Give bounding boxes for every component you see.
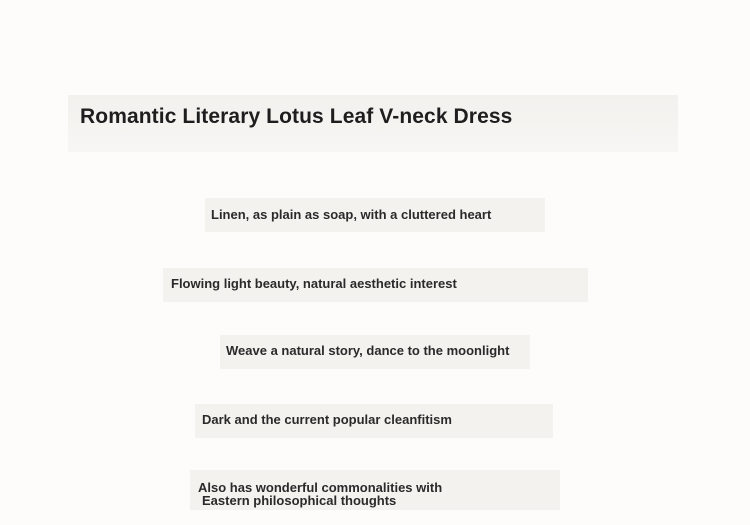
product-title: Romantic Literary Lotus Leaf V-neck Dress: [80, 105, 513, 128]
description-line-2: Flowing light beauty, natural aesthetic interest: [171, 276, 457, 291]
description-line-4: Dark and the current popular cleanfitism: [202, 412, 452, 427]
description-line-5a: Also has wonderful commonalities with: [198, 480, 443, 495]
description-line-5b: Eastern philosophical thoughts: [202, 493, 397, 508]
description-line-1: Linen, as plain as soap, with a cluttered heart: [211, 207, 492, 222]
description-line-3: Weave a natural story, dance to the moonlight: [226, 343, 510, 358]
